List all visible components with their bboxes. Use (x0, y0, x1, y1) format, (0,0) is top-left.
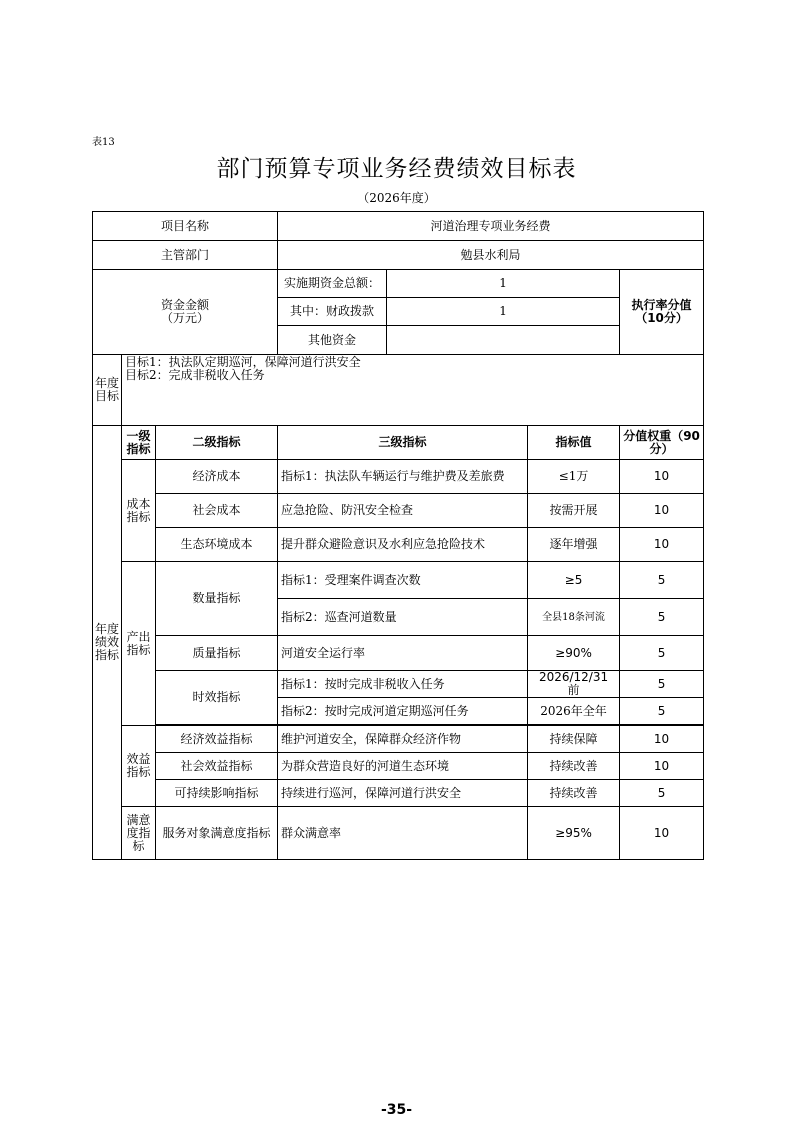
satisfaction-indicators-label: 满意度指标 (122, 807, 156, 860)
page-number: -35- (380, 1102, 413, 1118)
timeliness-indicators-label: 时效指标 (156, 671, 278, 725)
level2-cell: 经济成本 (156, 460, 278, 494)
value-line1: 2026/12/31 (538, 670, 609, 684)
level3-cell: 指标2：按时完成河道定期巡河任务 (278, 698, 528, 725)
performance-target-table (92, 211, 704, 860)
finance-funds-label: 其中：财政拨款 (278, 298, 387, 326)
funds-label-line2: （万元） (161, 311, 210, 325)
header-value: 指标值 (528, 426, 620, 460)
department-label: 主管部门 (93, 241, 278, 270)
score-cell: 10 (620, 807, 704, 860)
level3-cell: 指标2：巡查河道数量 (278, 599, 528, 636)
department-value: 勉县水利局 (278, 241, 704, 270)
level2-cell: 经济效益指标 (156, 726, 278, 753)
value-cell: ≥90% (528, 636, 620, 671)
finance-funds-value: 1 (387, 298, 620, 326)
annual-indicators-label: 年度绩效指标 (93, 426, 122, 860)
value-line2: 前 (567, 683, 580, 697)
value-cell: 持续改善 (528, 780, 620, 807)
level2-cell: 服务对象满意度指标 (156, 807, 278, 860)
year-subtitle: （2026年度） (357, 191, 436, 205)
header-level1: 一级指标 (122, 426, 156, 460)
score-cell: 10 (620, 726, 704, 753)
total-funds-label: 实施期资金总额： (278, 270, 387, 298)
funds-label-line1: 资金金额 (161, 298, 210, 312)
quality-indicators-label: 质量指标 (156, 636, 278, 671)
quantity-indicators-label: 数量指标 (156, 562, 278, 636)
score-cell: 10 (620, 494, 704, 528)
total-funds-value: 1 (387, 270, 620, 298)
page-title: 部门预算专项业务经费绩效目标表 (216, 156, 577, 182)
funds-label (93, 270, 278, 355)
project-name-value: 河道治理专项业务经费 (278, 212, 704, 241)
value-cell: ≥95% (528, 807, 620, 860)
score-cell: 10 (620, 753, 704, 780)
level3-cell: 持续进行巡河，保障河道行洪安全 (278, 780, 528, 807)
header-level2: 二级指标 (156, 426, 278, 460)
value-cell: 2026年全年 (528, 698, 620, 725)
annual-goals-content (122, 355, 704, 426)
other-funds-label: 其他资金 (278, 326, 387, 355)
level3-cell: 河道安全运行率 (278, 636, 528, 671)
score-cell: 5 (620, 780, 704, 807)
level3-cell: 指标1：按时完成非税收入任务 (278, 671, 528, 698)
score-cell: 5 (620, 636, 704, 671)
level3-cell: 应急抢险、防汛安全检查 (278, 494, 528, 528)
score-cell: 5 (620, 599, 704, 636)
value-cell: ≤1万 (528, 460, 620, 494)
level2-cell: 可持续影响指标 (156, 780, 278, 807)
level2-cell: 社会成本 (156, 494, 278, 528)
score-cell: 10 (620, 528, 704, 562)
level3-cell: 群众满意率 (278, 807, 528, 860)
level3-cell: 指标1：执法队车辆运行与维护费及差旅费 (278, 460, 528, 494)
level2-cell: 生态环境成本 (156, 528, 278, 562)
header-weight: 分值权重（90分） (620, 426, 704, 460)
header-level3: 三级指标 (278, 426, 528, 460)
value-cell: ≥5 (528, 562, 620, 599)
value-cell (528, 671, 620, 698)
level3-cell: 提升群众避险意识及水利应急抢险技术 (278, 528, 528, 562)
cost-indicators-label: 成本指标 (122, 460, 156, 562)
table-number: 表13 (92, 137, 115, 148)
value-cell: 持续改善 (528, 753, 620, 780)
output-indicators-label: 产出指标 (122, 562, 156, 726)
score-cell: 5 (620, 562, 704, 599)
value-cell: 全县18条河流 (528, 599, 620, 636)
level3-cell: 为群众营造良好的河道生态环境 (278, 753, 528, 780)
annual-goals-label: 年度目标 (93, 355, 122, 426)
project-name-label: 项目名称 (93, 212, 278, 241)
value-cell: 持续保障 (528, 726, 620, 753)
level2-cell: 社会效益指标 (156, 753, 278, 780)
benefit-indicators-label: 效益指标 (122, 726, 156, 807)
score-cell: 10 (620, 460, 704, 494)
level3-cell: 指标1：受理案件调查次数 (278, 562, 528, 599)
goal-item: 目标1：执法队定期巡河，保障河道行洪安全 (125, 355, 361, 369)
value-cell: 逐年增强 (528, 528, 620, 562)
level3-cell: 维护河道安全，保障群众经济作物 (278, 726, 528, 753)
other-funds-value (387, 326, 620, 355)
goal-item: 目标2：完成非税收入任务 (125, 368, 265, 382)
value-cell: 按需开展 (528, 494, 620, 528)
score-cell: 5 (620, 671, 704, 698)
execution-rate-score: 执行率分值（10分） (620, 270, 704, 355)
score-cell: 5 (620, 698, 704, 725)
